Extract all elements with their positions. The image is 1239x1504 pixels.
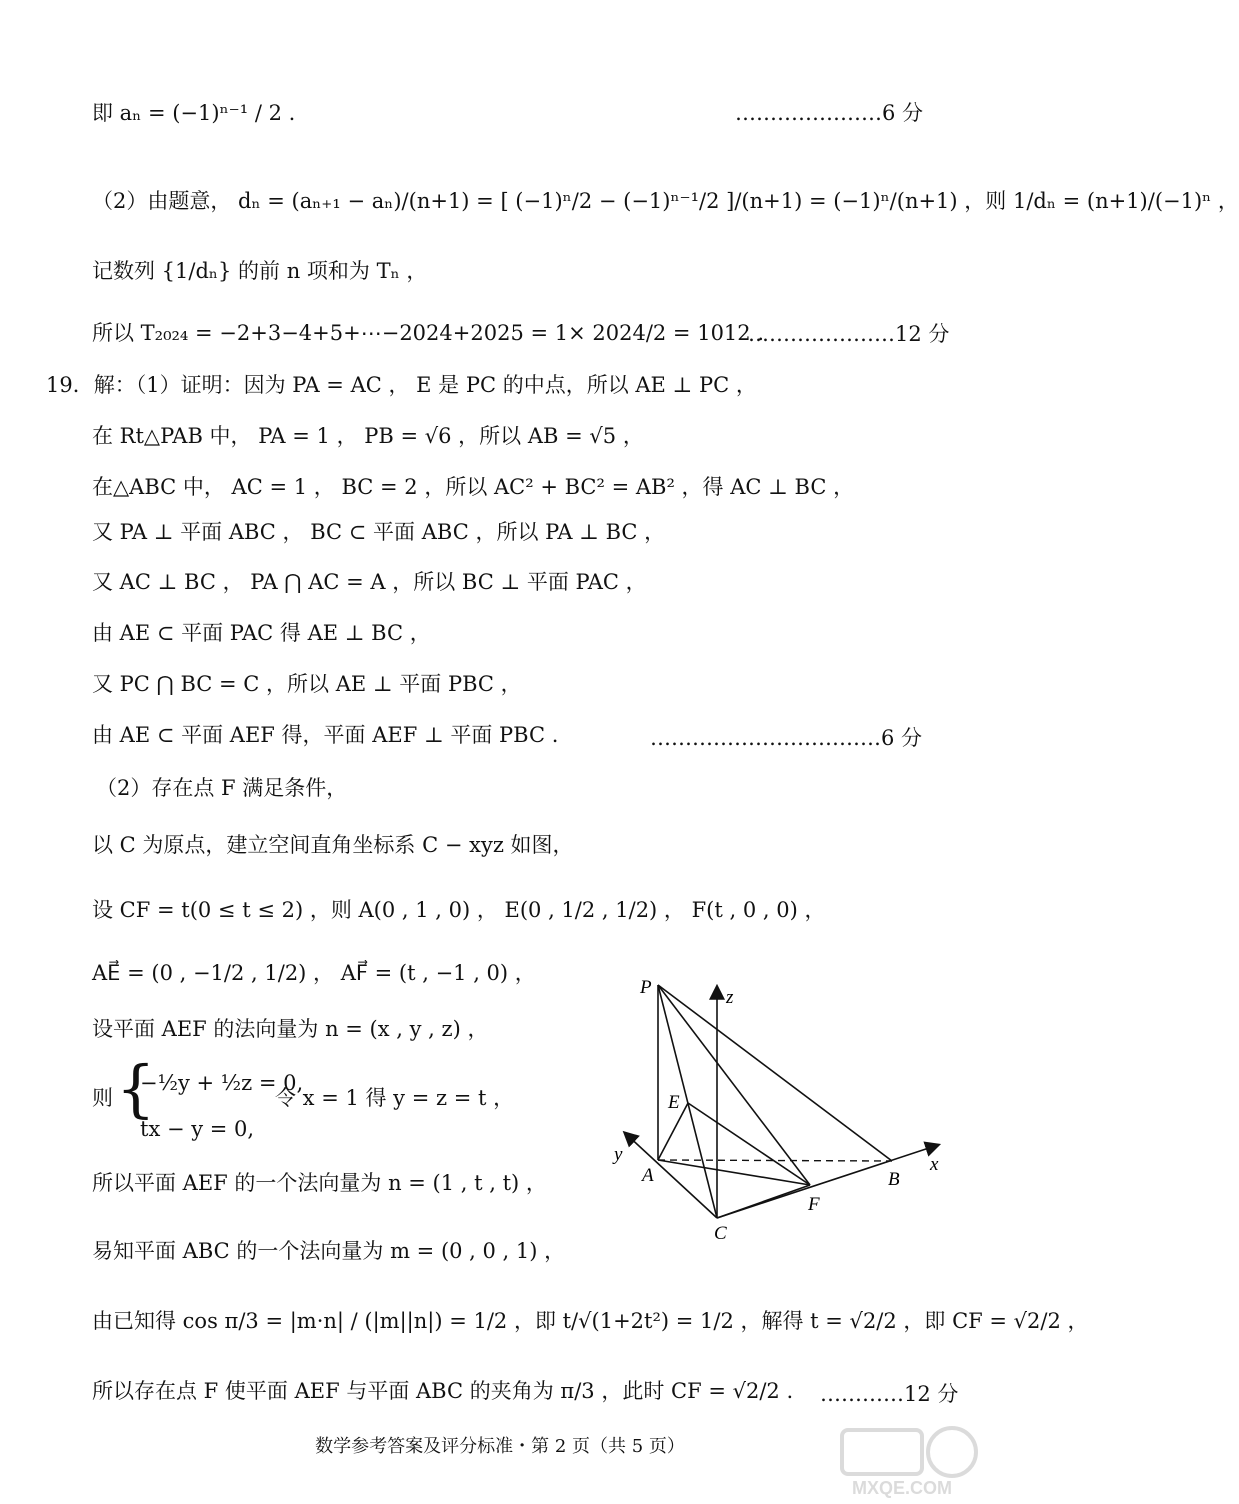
line-t2024-sum: 所以 T₂₀₂₄ = −2+3−4+5+⋯−2024+2025 = 1× 2024/2 = 1012 .	[92, 321, 764, 345]
label-A: A	[642, 1165, 654, 1186]
edge-PF	[658, 985, 810, 1185]
line-vectors: AE⃗ = (0 , −1/2 , 1/2) ， AF⃗ = (t , −1 , 0) ，	[92, 961, 536, 985]
line-coord: 以 C 为原点，建立空间直角坐标系 C − xyz 如图，	[92, 833, 574, 857]
line-system-eq1: −½y + ½z = 0,	[140, 1071, 304, 1095]
geometry-figure	[600, 975, 960, 1245]
watermark-logo	[832, 1422, 982, 1500]
line-tn-definition: 记数列 {1/dₙ} 的前 n 项和为 Tₙ ，	[92, 259, 428, 283]
label-B: B	[888, 1169, 900, 1190]
y-axis	[625, 1133, 717, 1218]
line-system-eq2: tx − y = 0,	[140, 1117, 255, 1141]
label-F: F	[808, 1194, 820, 1215]
label-C: C	[714, 1223, 727, 1244]
line-q19-intro: 19．解：（1）证明：因为 PA = AC ， E 是 PC 的中点，所以 AE ⊥ PC ，	[46, 373, 757, 397]
edge-PC	[658, 985, 717, 1218]
label-y: y	[614, 1144, 623, 1165]
score-12: …………………12 分	[748, 322, 950, 346]
line-pab: 在 Rt△PAB 中， PA = 1 ， PB = √6 ，所以 AB = √5 ，	[92, 424, 644, 448]
label-x: x	[930, 1154, 939, 1175]
line-ae-bc: 由 AE ⊂ 平面 PAC 得 AE ⊥ BC ，	[92, 621, 431, 645]
brace: {	[116, 1052, 156, 1125]
line-abc: 在△ABC 中， AC = 1 ， BC = 2 ，所以 AC² + BC² = AB² ，得 AC ⊥ BC ，	[92, 475, 855, 499]
line-normal-abc: 易知平面 ABC 的一个法向量为 m = (0 , 0 , 1) ，	[92, 1239, 566, 1263]
score-6b: ……………………………6 分	[650, 726, 923, 750]
label-z: z	[726, 987, 734, 1008]
line-system-prefix: 则	[92, 1086, 113, 1110]
edge-PB	[658, 985, 892, 1161]
line-an-formula: 即 aₙ = (−1)ⁿ⁻¹ / 2 .	[92, 101, 296, 125]
line-normal-aef: 所以平面 AEF 的一个法向量为 n = (1 , t , t) ，	[92, 1171, 547, 1195]
label-E: E	[668, 1092, 680, 1113]
line-bc-perp: 又 AC ⊥ BC ， PA ⋂ AC = A ，所以 BC ⊥ 平面 PAC ，	[92, 570, 647, 594]
line-cos: 由已知得 cos π/3 = |m·n| / (|m||n|) = 1/2 ，即 t/√(1+2t²) = 1/2 ，解得 t = √2/2 ，即 CF = √2/2 ，	[92, 1309, 1089, 1333]
line-part2: （2）存在点 F 满足条件，	[96, 776, 348, 800]
line-normal: 设平面 AEF 的法向量为 n = (x , y , z) ，	[92, 1017, 489, 1041]
line-plane-perp: 由 AE ⊂ 平面 AEF 得，平面 AEF ⊥ 平面 PBC .	[92, 723, 559, 747]
line-system-solve: 令 x = 1 得 y = z = t ，	[275, 1086, 515, 1110]
svg-text:MXQE.COM: MXQE.COM	[852, 1478, 953, 1498]
label-P: P	[640, 977, 652, 998]
line-pa-perp: 又 PA ⊥ 平面 ABC ， BC ⊂ 平面 ABC ，所以 PA ⊥ BC ，	[92, 520, 666, 544]
edge-AF	[658, 1160, 810, 1185]
line-cf-t: 设 CF = t(0 ≤ t ≤ 2) ，则 A(0 , 1 , 0) ， E(0 , 1/2 , 1/2) ， F(t , 0 , 0) ，	[92, 898, 826, 922]
page-footer: 数学参考答案及评分标准・第 2 页（共 5 页）	[315, 1436, 685, 1457]
score-6: …………………6 分	[735, 101, 924, 125]
score-12b: …………12 分	[820, 1382, 959, 1406]
line-conclusion: 所以存在点 F 使平面 AEF 与平面 ABC 的夹角为 π/3 ，此时 CF = √2/2 .	[92, 1379, 794, 1403]
line-dn-definition: （2）由题意， dₙ = (aₙ₊₁ − aₙ)/(n+1) = [ (−1)ⁿ/2 − (−1)ⁿ⁻¹/2 ]/(n+1) = (−1)ⁿ/(n+1) ，则 1/dₙ = (n+1)/(−1)ⁿ ，	[92, 189, 1239, 213]
line-ae-pbc: 又 PC ⋂ BC = C ，所以 AE ⊥ 平面 PBC ，	[92, 672, 522, 696]
edge-CF	[717, 1185, 810, 1218]
